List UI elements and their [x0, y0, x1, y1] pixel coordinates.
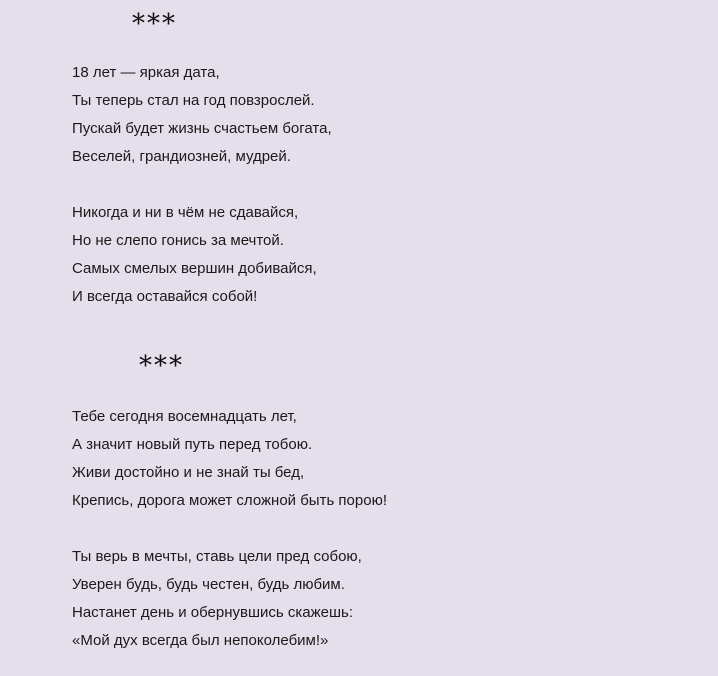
poem-line: Крепись, дорога может сложной быть порою! [72, 492, 387, 509]
poem-line: Тебе сегодня восемнадцать лет, [72, 408, 297, 425]
poem-line: «Мой дух всегда был непоколебим!» [72, 632, 329, 649]
poem-line: Живи достойно и не знай ты бед, [72, 464, 305, 481]
poem-line: Пускай будет жизнь счастьем богата, [72, 120, 332, 137]
poem-line: Настанет день и обернувшись скажешь: [72, 604, 354, 621]
stanza-1-1 [72, 59, 332, 171]
stanza-2-1 [72, 403, 387, 515]
poem-2-separator: *** [139, 351, 184, 381]
stanza-gap [72, 171, 332, 199]
poem-line: Никогда и ни в чём не сдавайся, [72, 204, 299, 221]
stanza-gap [72, 515, 387, 543]
poem-line: Ты верь в мечты, ставь цели пред собою, [72, 548, 362, 565]
stanza-1-2 [72, 199, 332, 311]
poem-line: Но не слепо гонись за мечтой. [72, 232, 284, 249]
poem-line: А значит новый путь перед тобою. [72, 436, 313, 453]
poem-line: 18 лет — яркая дата, [72, 64, 220, 81]
poem-line: Уверен будь, будь честен, будь любим. [72, 576, 345, 593]
poem-line: Веселей, грандиозней, мудрей. [72, 148, 291, 165]
poem-1-separator: *** [132, 9, 177, 39]
stanza-2-2 [72, 543, 387, 655]
poem-2 [72, 403, 387, 655]
poem-line: Ты теперь стал на год повзрослей. [72, 92, 315, 109]
poem-line: И всегда оставайся собой! [72, 288, 258, 305]
poem-line: Самых смелых вершин добивайся, [72, 260, 317, 277]
poem-1 [72, 59, 332, 311]
